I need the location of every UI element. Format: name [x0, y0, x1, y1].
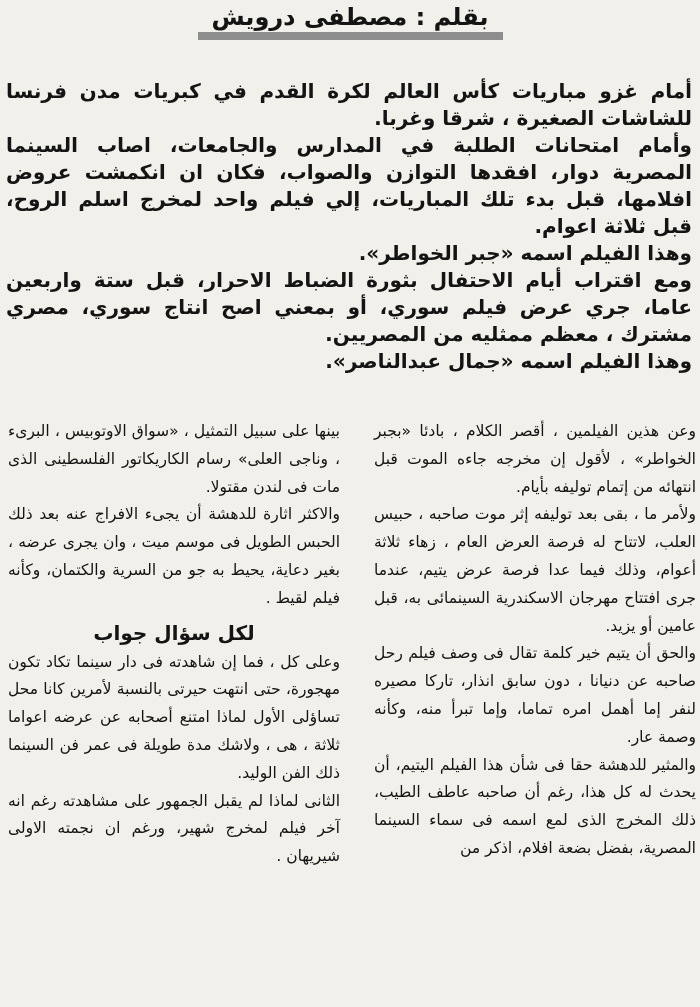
body-paragraph: ولأمر ما ، بقى بعد توليفه إثر موت صاحبه ، حبيس العلب، لاتتاح له فرصة العرض العام ، زهاء ثلاثة أعوام، وذلك فيما عدا فرصة عرض يتيم، عندما جرى افتتاح مهرجان الاسكندرية السينمائى به، قبل عامين أو يزيد. [374, 505, 696, 635]
body-paragraph: والاكثر اثارة للدهشة أن يجىء الافراج عنه بعد ذلك الحبس الطويل فى موسم ميت ، وان يجرى عرضه ، بغير دعاية، يحيط به جو من السرية والكتمان، وكأنه فيلم لقيط . [8, 505, 340, 607]
lead-paragraph: ومع اقتراب أيام الاحتفال بثورة الضباط الاحرار، قبل ستة واربعين عاما، جري عرض فيلم سوري، أو بمعني اصح انتاج سوري، مصري مشترك ، معظم ممثليه من المصريين. [6, 268, 692, 346]
lead-section [6, 78, 692, 375]
author-byline: بقلم : مصطفى درويش [198, 2, 503, 40]
byline-block [0, 2, 700, 40]
body-paragraph: والمثير للدهشة حقا فى شأن هذا الفيلم اليتيم، أن يحدث له كل هذا، رغم أن صاحبه عاطف الطيب، ذلك المخرج الذى لمع اسمه فى سماء السينما المصرية، بفضل بضعة افلام، اذكر من [374, 755, 696, 857]
left-column [8, 418, 340, 871]
lead-paragraph: وأمام امتحانات الطلبة في المدارس والجامعات، اصاب السينما المصرية دوار، افقدها التوازن والصواب، فكان ان انكمشت عروض افلامها، قبل بدء تلك المباريات، إلي فيلم واحد لمخرج اسلم الروح، قبل ثلاثة اعوام. [6, 133, 692, 238]
body-paragraph: الثانى لماذا لم يقبل الجمهور على مشاهدته رغم انه آخر فيلم لمخرج شهير، ورغم ان نجمته الاولى شيريهان . [8, 791, 340, 866]
lead-paragraph: وهذا الفيلم اسمه «جمال عبدالناصر». [325, 349, 692, 373]
body-paragraph: وعن هذين الفيلمين ، أقصر الكلام ، بادئا «بجبر الخواطر» ، لأقول إن مخرجه جاءه الموت قبل انتهائه من إتمام توليفه بأيام. [374, 422, 696, 496]
body-paragraph: وعلى كل ، فما إن شاهدته فى دار سينما تكاد تكون مهجورة، حتى انتهت حيرتى بالنسبة لأمرين كانا محل تساؤلى الأول لماذا امتنع أصحابه عن عرضه اعواما ثلاثة ، هى ، ولاشك مدة طويلة فى عمر فن السينما ذلك الفن الوليد. [8, 652, 340, 782]
body-paragraph: والحق أن يتيم خير كلمة تقال فى وصف فيلم رحل صاحبه عن دنيانا ، دون سابق انذار، تاركا مصيره لنفر إما أهمل امره تماما، وإما تبرأ منه، وكأنه وصمة عار. [374, 644, 696, 746]
lead-paragraph: وهذا الفيلم اسمه «جبر الخواطر». [358, 241, 692, 265]
body-paragraph: بينها على سبيل التمثيل ، «سواق الاوتوبيس ، البرىء ، وناجى العلى» رسام الكاريكاتور الفلسطينى الذى مات فى لندن مقتولا. [8, 422, 340, 496]
right-column [374, 418, 696, 863]
section-subheading: لكل سؤال جواب [93, 620, 255, 645]
lead-paragraph: أمام غزو مباريات كأس العالم لكرة القدم في كبريات مدن فرنسا للشاشات الصغيرة ، شرقا وغربا. [6, 79, 692, 130]
